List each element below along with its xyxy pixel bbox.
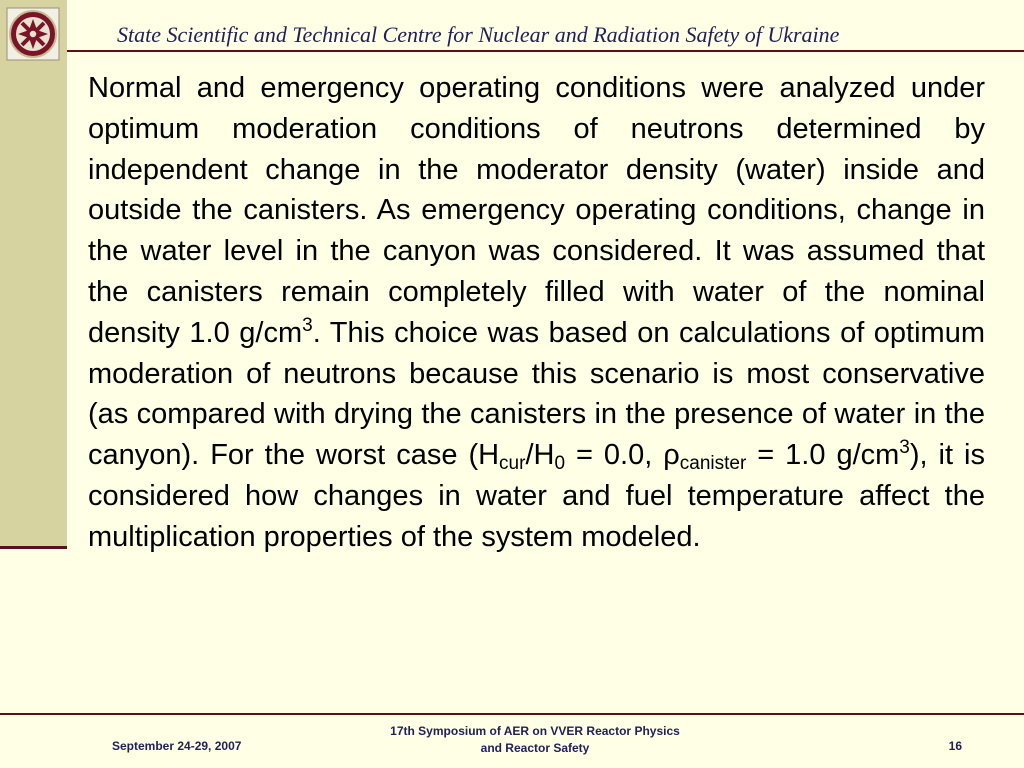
- footer-event-line-2: and Reactor Safety: [480, 741, 590, 755]
- subscript-0: 0: [554, 453, 566, 475]
- header-title: State Scientific and Technical Centre for Nuclear and Radiation Safety of Ukraine: [117, 22, 840, 47]
- organization-emblem-icon: [6, 7, 60, 61]
- body-text-part: = 0.0, ρ: [565, 439, 680, 472]
- body-text-part: ), it is considered how changes in water and fuel temperature affect the multiplication properties of the system modeled.: [88, 439, 985, 553]
- superscript-3: 3: [302, 314, 313, 336]
- body-text-part: Normal and emergency operating conditions were analyzed under optimum moderation conditions of neutrons determined by independent change in the moderator density (water) inside and outside the canisters. As emergency operating conditions, change in the water level in the canyon was considered. It was assumed that the canisters remain completely filled with water of the nominal density 1.0 g/cm: [88, 72, 985, 349]
- header-divider-line: [67, 50, 1024, 52]
- left-divider-line: [0, 546, 67, 549]
- footer-event-title: [330, 723, 740, 757]
- body-text-part: . This choice was based on calculations of optimum moderation of neutrons because this scenario is most conservative (as compared with drying the canisters in the presence of water in the canyon). For the worst case (H: [88, 316, 986, 472]
- subscript-canister: canister: [679, 453, 747, 475]
- footer-divider-line: [0, 713, 1024, 715]
- footer-date: September 24-29, 2007: [112, 739, 242, 753]
- subscript-cur: cur: [499, 453, 526, 475]
- left-side-band: [0, 0, 67, 548]
- footer-event-line-1: 17th Symposium of AER on VVER Reactor Physics: [390, 724, 680, 738]
- body-text-part: = 1.0 g/cm: [746, 439, 900, 472]
- body-text-part: /H: [525, 439, 555, 472]
- superscript-3: 3: [899, 437, 910, 459]
- page-number: 16: [948, 739, 962, 753]
- slide-body-text: [88, 68, 985, 558]
